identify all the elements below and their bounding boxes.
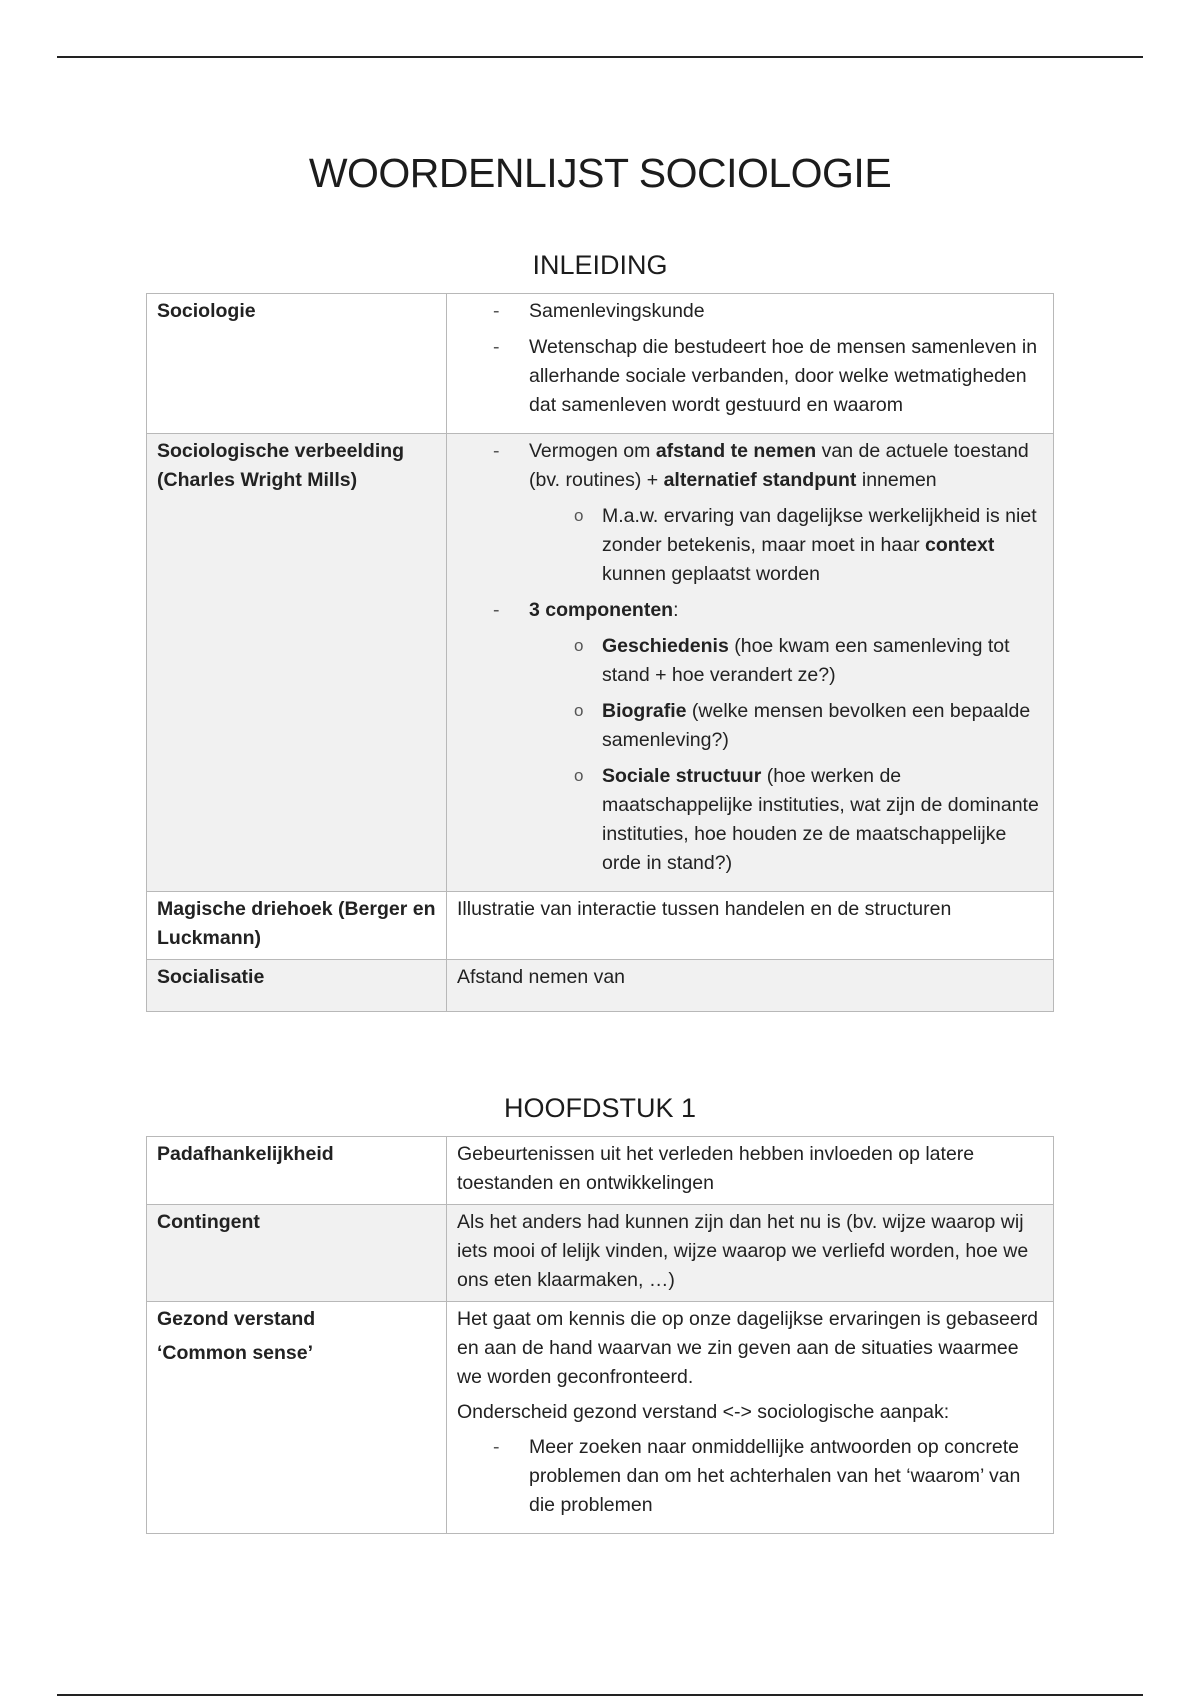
- table-row: [147, 1302, 1054, 1534]
- term-cell: [147, 1302, 447, 1534]
- list-item: - Meer zoeken naar onmiddellijke antwoorden op concrete problemen dan om het achterhalen van het ‘waarom’ van die problemen: [457, 1433, 1043, 1520]
- term-cell: Sociologische verbeelding (Charles Wright Mills): [147, 434, 447, 892]
- term-alias: ‘Common sense’: [157, 1342, 314, 1364]
- term-cell: Sociologie: [147, 294, 447, 434]
- table-row: [147, 960, 1054, 1012]
- header-rule: [57, 56, 1143, 58]
- definition-cell: Illustratie van interactie tussen handelen en de structuren: [447, 892, 1054, 960]
- term-cell: Magische driehoek (Berger en Luckmann): [147, 892, 447, 960]
- table-row: [147, 1137, 1054, 1205]
- sub-list-item: o Geschiedenis (hoe kwam een samenleving tot stand + hoe verandert ze?): [457, 632, 1043, 690]
- list-item: - 3 componenten:: [457, 596, 1043, 625]
- definition-cell: [447, 434, 1054, 892]
- definition-cell: Gebeurtenissen uit het verleden hebben invloeden op latere toestanden en ontwikkelingen: [447, 1137, 1054, 1205]
- definition-cell: [447, 1302, 1054, 1534]
- list-item: - Samenlevingskunde: [457, 297, 1043, 326]
- definition-cell: Afstand nemen van: [447, 960, 1054, 1012]
- table-row: [147, 434, 1054, 892]
- table-row: [147, 1205, 1054, 1302]
- term-cell: Socialisatie: [147, 960, 447, 1012]
- definition-cell: Als het anders had kunnen zijn dan het nu is (bv. wijze waarop wij iets mooi of lelijk vinden, wijze waarop we verliefd worden, hoe we ons eten klaarmaken, …): [447, 1205, 1054, 1302]
- glossary-table-inleiding: [146, 293, 1054, 1012]
- definition-paragraph: Onderscheid gezond verstand <-> sociologische aanpak:: [457, 1401, 950, 1423]
- sub-list-item: o Sociale structuur (hoe werken de maatschappelijke instituties, wat zijn de dominante instituties, hoe houden ze de maatschappelijke orde in stand?): [457, 762, 1043, 878]
- term-label: Gezond verstand: [157, 1308, 316, 1330]
- footer-rule: [57, 1694, 1143, 1696]
- glossary-table-hoofdstuk-1: [146, 1136, 1054, 1534]
- section-heading-inleiding: INLEIDING: [532, 250, 668, 280]
- table-row: [147, 892, 1054, 960]
- definition-paragraph: Het gaat om kennis die op onze dagelijkse ervaringen is gebaseerd en aan de hand waarvan we zin geven aan de situaties waarmee we worden geconfronteerd.: [457, 1308, 1039, 1388]
- term-cell: Padafhankelijkheid: [147, 1137, 447, 1205]
- definition-cell: [447, 294, 1054, 434]
- table-row: [147, 294, 1054, 434]
- sub-list-item: o M.a.w. ervaring van dagelijkse werkelijkheid is niet zonder betekenis, maar moet in haar context kunnen geplaatst worden: [457, 502, 1043, 589]
- list-item: - Wetenschap die bestudeert hoe de mensen samenleven in allerhande sociale verbanden, door welke wetmatigheden dat samenleven wordt gestuurd en waarom: [457, 333, 1043, 420]
- page-title: WOORDENLIJST SOCIOLOGIE: [308, 150, 892, 196]
- section-heading-hoofdstuk-1: HOOFDSTUK 1: [503, 1093, 697, 1123]
- term-cell: Contingent: [147, 1205, 447, 1302]
- sub-list-item: o Biografie (welke mensen bevolken een bepaalde samenleving?): [457, 697, 1043, 755]
- list-item: - Vermogen om afstand te nemen van de actuele toestand (bv. routines) + alternatief standpunt innemen: [457, 437, 1043, 495]
